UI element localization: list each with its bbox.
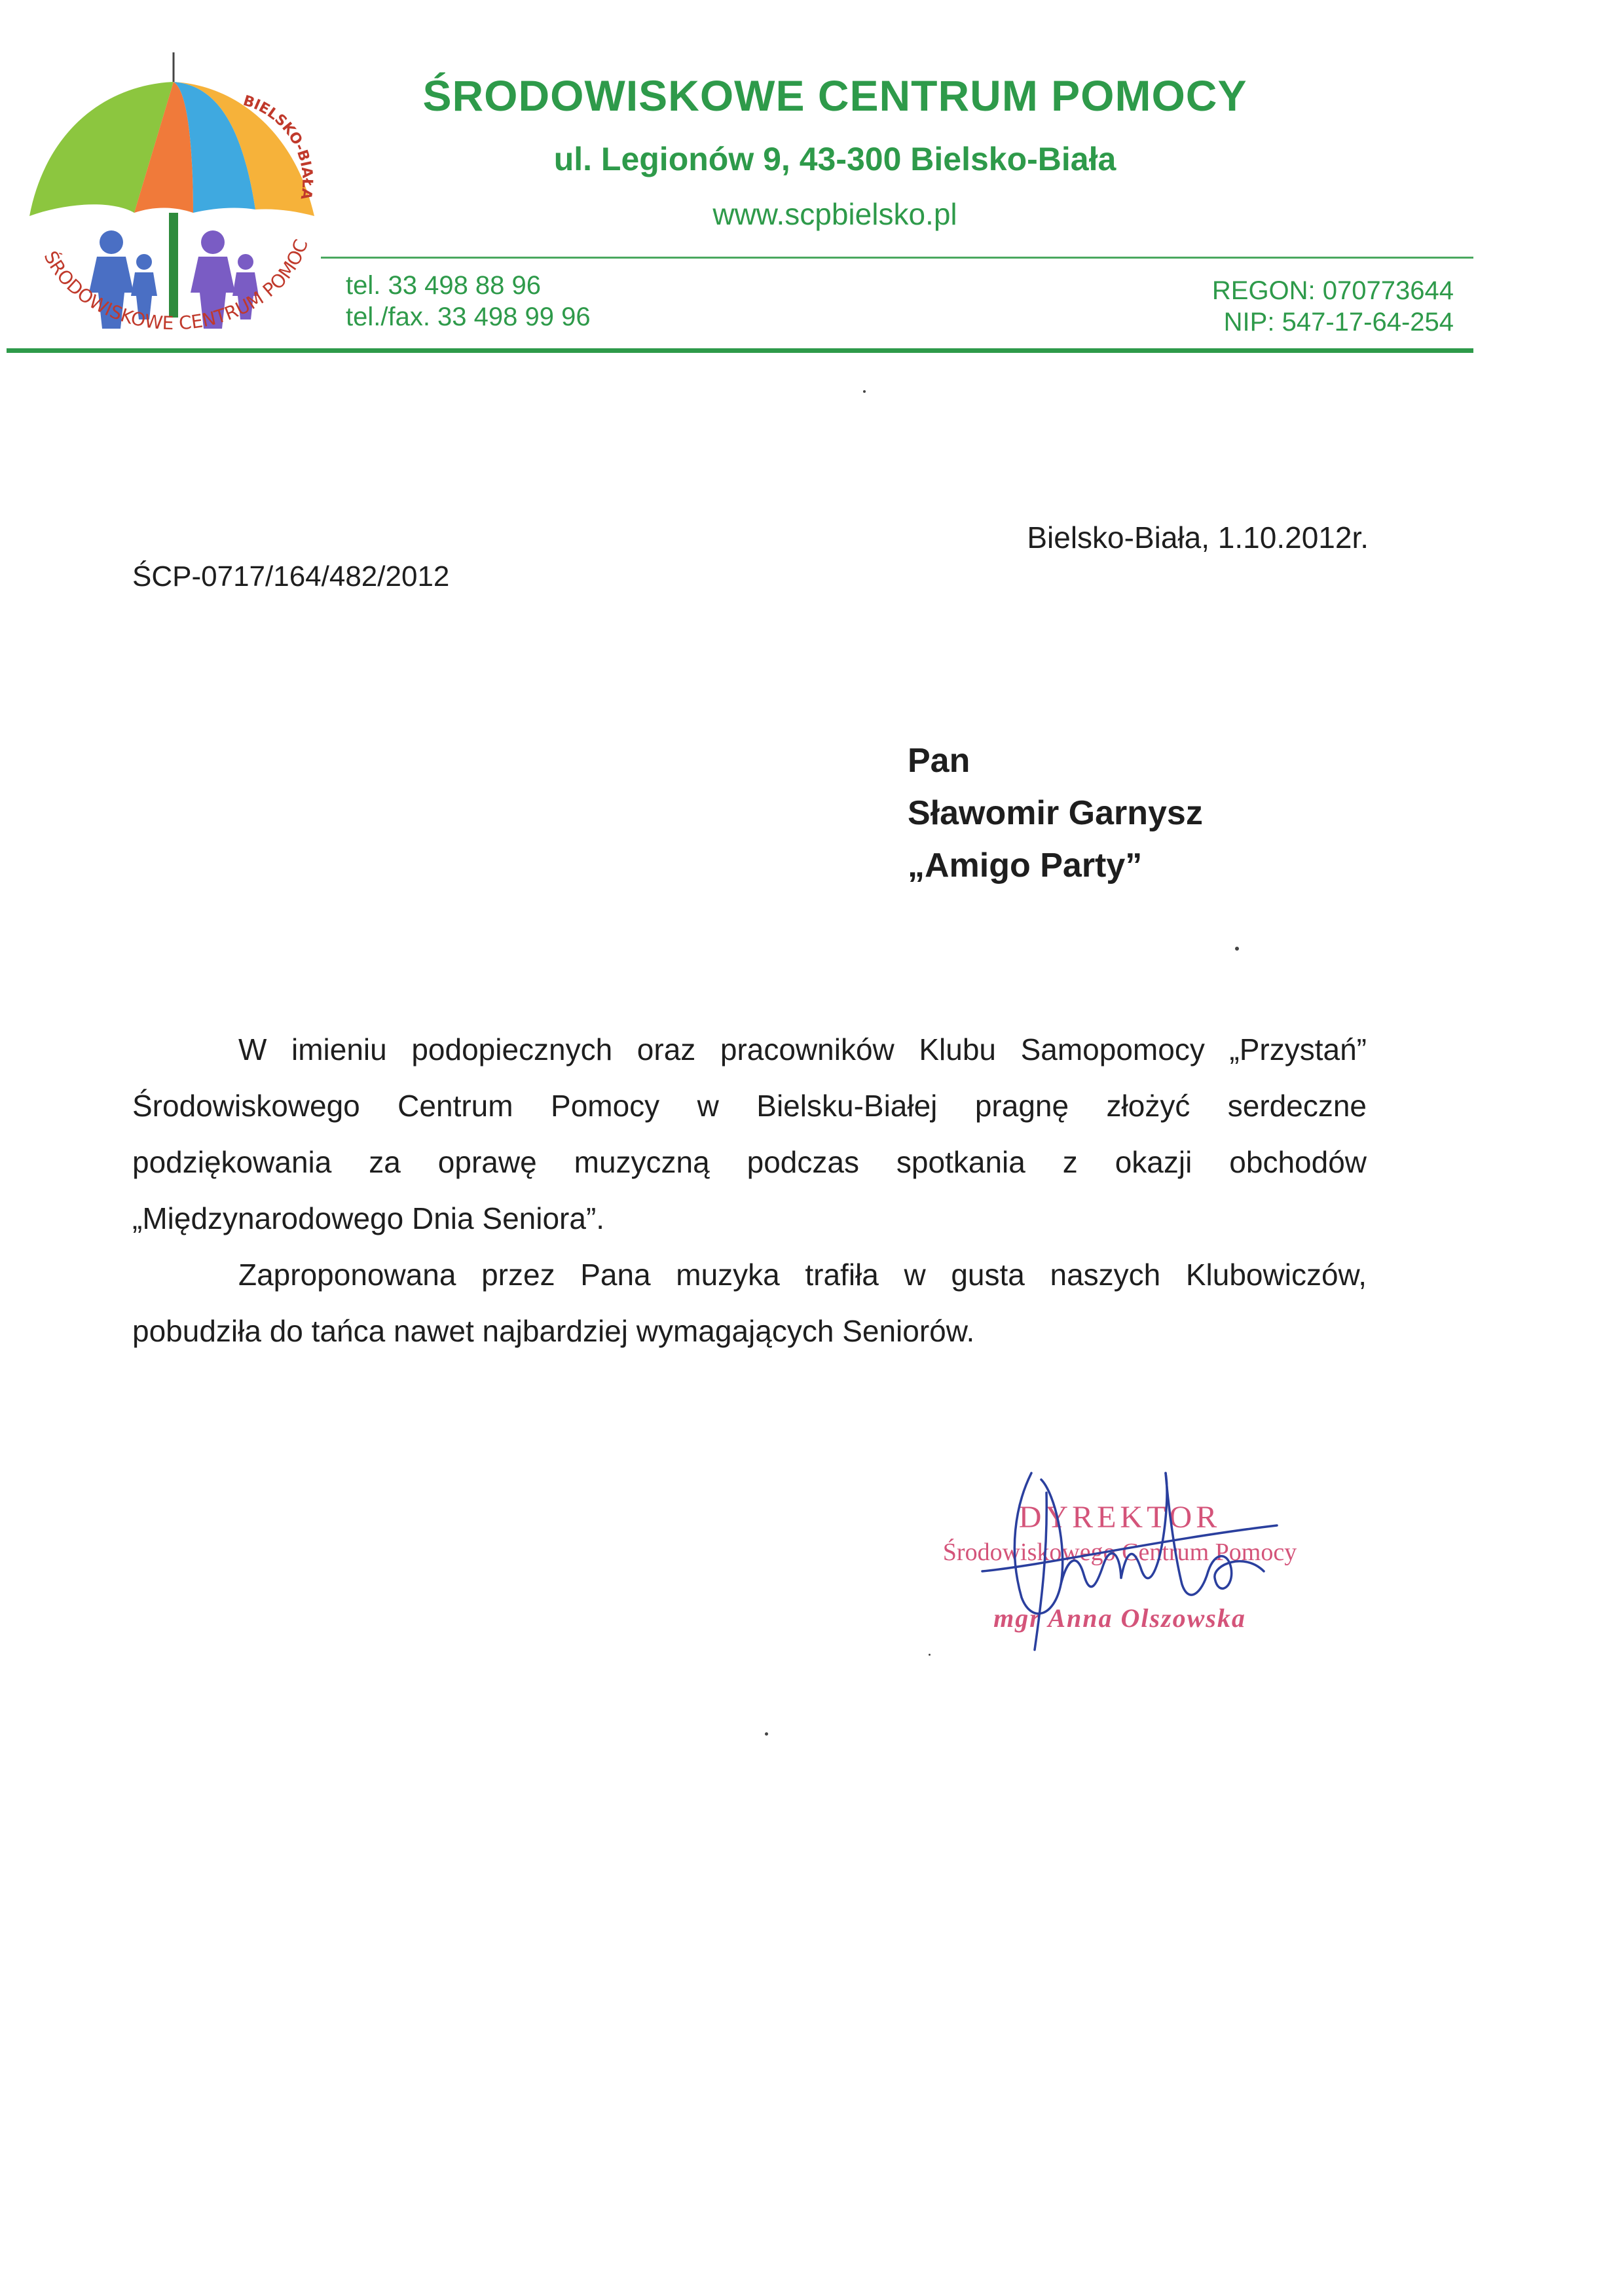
fax-number: tel./fax. 33 498 99 96 — [346, 302, 591, 331]
recipient-salutation: Pan — [908, 742, 970, 780]
regon-number: REGON: 070773644 — [1211, 276, 1454, 305]
stamp-organization: Środowiskowego Centrum Pomocy — [942, 1539, 1297, 1566]
body-paragraph: W imieniu podopiecznych oraz pracowników Klubu Samopomocy „Przystań” Środowiskowego Centrum Pomocy w Bielsku-Białej pragnę złożyć serdeczne podziękowania za oprawę muzyczną podczas spotkania z okazji obchodów „Międzynarodowego Dnia Seniora”. — [132, 1032, 1367, 1235]
scan-speck — [929, 1654, 931, 1656]
letter-body — [132, 1021, 1367, 1359]
letter-date: Bielsko-Biała, 1.10.2012r. — [1027, 520, 1369, 555]
scan-speck — [863, 390, 866, 393]
organization-address: ul. Legionów 9, 43-300 Bielsko-Biała — [553, 141, 1116, 177]
recipient-company: „Amigo Party” — [908, 847, 1143, 884]
organization-name: ŚRODOWISKOWE CENTRUM POMOCY — [422, 71, 1247, 120]
recipient-block — [908, 735, 1203, 892]
logo-text-bottom: ŚRODOWISKOWE CENTRUM POMOC — [39, 236, 312, 335]
logo-text-top: BIELSKO-BIAŁA — [241, 92, 316, 201]
registry-numbers — [1113, 275, 1454, 338]
recipient-name: Sławomir Garnysz — [908, 794, 1203, 832]
organization-website[interactable]: www.scpbielsko.pl — [712, 197, 957, 231]
nip-number: NIP: 547-17-64-254 — [1223, 308, 1454, 337]
organization-logo — [20, 46, 327, 347]
scan-speck — [1235, 947, 1239, 951]
contact-phones — [346, 270, 591, 333]
stamp-director-name: mgr Anna Olszowska — [993, 1603, 1246, 1633]
phone-number: tel. 33 498 88 96 — [346, 271, 542, 300]
header-divider-thick — [7, 348, 1473, 353]
header-divider-thin — [321, 257, 1473, 259]
stamp-title: DYREKTOR — [1018, 1500, 1221, 1535]
reference-number: ŚCP-0717/164/482/2012 — [132, 560, 450, 592]
body-paragraph: Zaproponowana przez Pana muzyka trafiła w gusta naszych Klubowiczów, pobudziła do tańca nawet najbardziej wymagających Seniorów. — [132, 1258, 1367, 1348]
handwritten-signature — [969, 1453, 1310, 1663]
scan-speck — [765, 1732, 768, 1736]
